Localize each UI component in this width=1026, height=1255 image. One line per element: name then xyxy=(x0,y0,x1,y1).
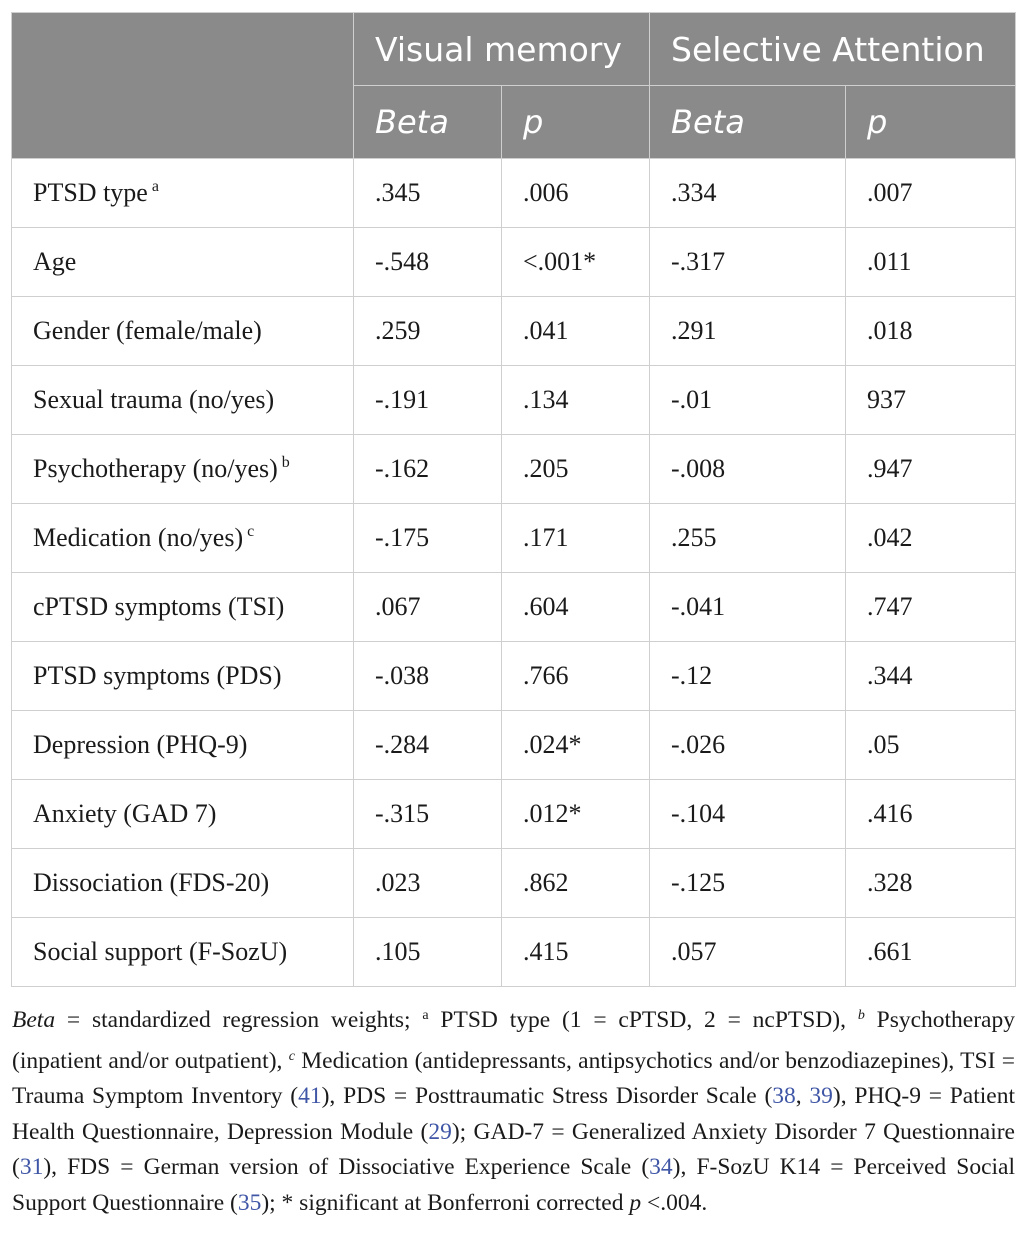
reference-link-34[interactable]: 34 xyxy=(649,1154,673,1180)
regression-table xyxy=(11,12,1016,987)
beta-visual-cell: -.284 xyxy=(354,711,502,780)
row-label-cell xyxy=(12,780,354,849)
beta-visual-cell: .105 xyxy=(354,918,502,987)
table-row xyxy=(12,711,1016,780)
header-selective-attention: Selective Attention xyxy=(650,13,1016,86)
beta-visual-cell: .259 xyxy=(354,297,502,366)
p-visual-cell: .171 xyxy=(502,504,650,573)
row-footnote-marker: a xyxy=(151,178,159,195)
footnote-text: ); * significant at Bonferroni corrected xyxy=(261,1189,630,1216)
p-visual-cell: .012* xyxy=(502,780,650,849)
p-visual-cell: .766 xyxy=(502,642,650,711)
p-visual-cell: <.001* xyxy=(502,228,650,297)
beta-attention-cell: -.317 xyxy=(650,228,846,297)
table-row xyxy=(12,435,1016,504)
row-label-cell xyxy=(12,918,354,987)
row-label-cell xyxy=(12,435,354,504)
footnote-text: ), F-SozU K14 = Perceived Social Support Questionnaire ( xyxy=(12,1154,1015,1216)
header-p-visual: p xyxy=(502,86,650,159)
header-row-groups xyxy=(12,13,1016,86)
p-attention-cell: 937 xyxy=(846,366,1016,435)
row-label: Medication (no/yes) xyxy=(33,523,244,552)
table-row xyxy=(12,159,1016,228)
beta-attention-cell: .255 xyxy=(650,504,846,573)
beta-attention-cell: .057 xyxy=(650,918,846,987)
header-visual-memory: Visual memory xyxy=(354,13,650,86)
reference-link-39[interactable]: 39 xyxy=(809,1083,833,1109)
footnote-beta-term: Beta xyxy=(12,1007,56,1033)
beta-visual-cell: -.315 xyxy=(354,780,502,849)
row-label-cell xyxy=(12,642,354,711)
footnote-text: = standardized regression weights; xyxy=(55,1007,423,1033)
beta-attention-cell: -.12 xyxy=(650,642,846,711)
row-label-cell xyxy=(12,159,354,228)
p-attention-cell: .416 xyxy=(846,780,1016,849)
p-attention-cell: .007 xyxy=(846,159,1016,228)
p-visual-cell: .604 xyxy=(502,573,650,642)
beta-attention-cell: .334 xyxy=(650,159,846,228)
table-row xyxy=(12,918,1016,987)
footnote-text: , xyxy=(795,1083,810,1109)
table-footnote xyxy=(12,998,1015,1221)
beta-visual-cell: .023 xyxy=(354,849,502,918)
regression-table-container xyxy=(11,12,1015,987)
beta-visual-cell: .067 xyxy=(354,573,502,642)
beta-attention-cell: -.01 xyxy=(650,366,846,435)
row-label-cell xyxy=(12,711,354,780)
p-visual-cell: .024* xyxy=(502,711,650,780)
row-label: Anxiety (GAD 7) xyxy=(33,799,217,828)
row-label-cell xyxy=(12,366,354,435)
reference-link-29[interactable]: 29 xyxy=(428,1118,452,1145)
footnote-marker-a: a xyxy=(422,1008,429,1023)
header-p-attention: p xyxy=(846,86,1016,159)
beta-attention-cell: .291 xyxy=(650,297,846,366)
row-label: Psychotherapy (no/yes) xyxy=(33,454,278,483)
row-label: Depression (PHQ-9) xyxy=(33,730,248,759)
header-empty-cell xyxy=(12,13,354,159)
row-label: Dissociation (FDS-20) xyxy=(33,868,270,897)
row-label: PTSD symptoms (PDS) xyxy=(33,661,282,690)
p-attention-cell: .344 xyxy=(846,642,1016,711)
beta-visual-cell: -.191 xyxy=(354,366,502,435)
beta-visual-cell: -.162 xyxy=(354,435,502,504)
table-body xyxy=(12,159,1016,987)
row-label: Sexual trauma (no/yes) xyxy=(33,385,275,414)
row-label-cell xyxy=(12,573,354,642)
beta-visual-cell: -.175 xyxy=(354,504,502,573)
table-row xyxy=(12,228,1016,297)
footnote-text: ); GAD-7 = Generalized Anxiety Disorder 7 Questionnaire ( xyxy=(12,1118,1015,1180)
row-label: Gender (female/male) xyxy=(33,316,262,345)
reference-link-35[interactable]: 35 xyxy=(237,1189,262,1216)
footnote-text: <.004. xyxy=(641,1189,708,1216)
footnote-text: Medication (antidepressants, antipsychotics and/or benzodiazepines), TSI = Trauma Symptom Inventory ( xyxy=(12,1047,1016,1109)
beta-visual-cell: .345 xyxy=(354,159,502,228)
beta-attention-cell: -.026 xyxy=(650,711,846,780)
header-beta-visual: Beta xyxy=(354,86,502,159)
row-label-cell xyxy=(12,849,354,918)
table-row xyxy=(12,849,1016,918)
footnote-marker-b: b xyxy=(857,1008,865,1023)
footnote-text: ), PHQ-9 = Patient Health Questionnaire, Depression Module ( xyxy=(12,1083,1015,1145)
p-visual-cell: .006 xyxy=(502,159,650,228)
beta-attention-cell: -.041 xyxy=(650,573,846,642)
table-row xyxy=(12,780,1016,849)
footnote-text: PTSD type (1 = cPTSD, 2 = ncPTSD), xyxy=(428,1007,858,1033)
beta-visual-cell: -.038 xyxy=(354,642,502,711)
p-visual-cell: .205 xyxy=(502,435,650,504)
table-row xyxy=(12,642,1016,711)
reference-link-31[interactable]: 31 xyxy=(19,1154,44,1180)
p-visual-cell: .862 xyxy=(502,849,650,918)
footnote-text: ), FDS = German version of Dissociative Experience Scale ( xyxy=(43,1154,650,1180)
row-label-cell xyxy=(12,228,354,297)
table-row xyxy=(12,573,1016,642)
row-label: cPTSD symptoms (TSI) xyxy=(33,592,285,621)
p-attention-cell: .042 xyxy=(846,504,1016,573)
footnote-text: Psychotherapy (inpatient and/or outpatient), xyxy=(12,1007,1015,1074)
beta-attention-cell: -.125 xyxy=(650,849,846,918)
table-row xyxy=(12,297,1016,366)
p-visual-cell: .041 xyxy=(502,297,650,366)
footnote-marker-c: c xyxy=(288,1048,295,1064)
p-attention-cell: .947 xyxy=(846,435,1016,504)
table-row xyxy=(12,504,1016,573)
row-label-cell xyxy=(12,504,354,573)
row-label: PTSD type xyxy=(33,178,148,207)
reference-link-38[interactable]: 38 xyxy=(772,1083,796,1109)
row-label-cell xyxy=(12,297,354,366)
p-attention-cell: .011 xyxy=(846,228,1016,297)
beta-visual-cell: -.548 xyxy=(354,228,502,297)
beta-attention-cell: -.104 xyxy=(650,780,846,849)
p-attention-cell: .747 xyxy=(846,573,1016,642)
footnote-text: ), PDS = Posttraumatic Stress Disorder Scale ( xyxy=(321,1083,773,1109)
row-label: Social support (F-SozU) xyxy=(33,937,288,966)
table-row xyxy=(12,366,1016,435)
p-attention-cell: .05 xyxy=(846,711,1016,780)
reference-link-41[interactable]: 41 xyxy=(298,1083,322,1109)
beta-attention-cell: -.008 xyxy=(650,435,846,504)
header-beta-attention: Beta xyxy=(650,86,846,159)
p-visual-cell: .134 xyxy=(502,366,650,435)
row-footnote-marker: c xyxy=(247,523,255,540)
row-footnote-marker: b xyxy=(281,454,290,471)
p-visual-cell: .415 xyxy=(502,918,650,987)
footnote-p-term: p xyxy=(629,1189,642,1216)
p-attention-cell: .328 xyxy=(846,849,1016,918)
p-attention-cell: .018 xyxy=(846,297,1016,366)
row-label: Age xyxy=(33,247,77,276)
p-attention-cell: .661 xyxy=(846,918,1016,987)
